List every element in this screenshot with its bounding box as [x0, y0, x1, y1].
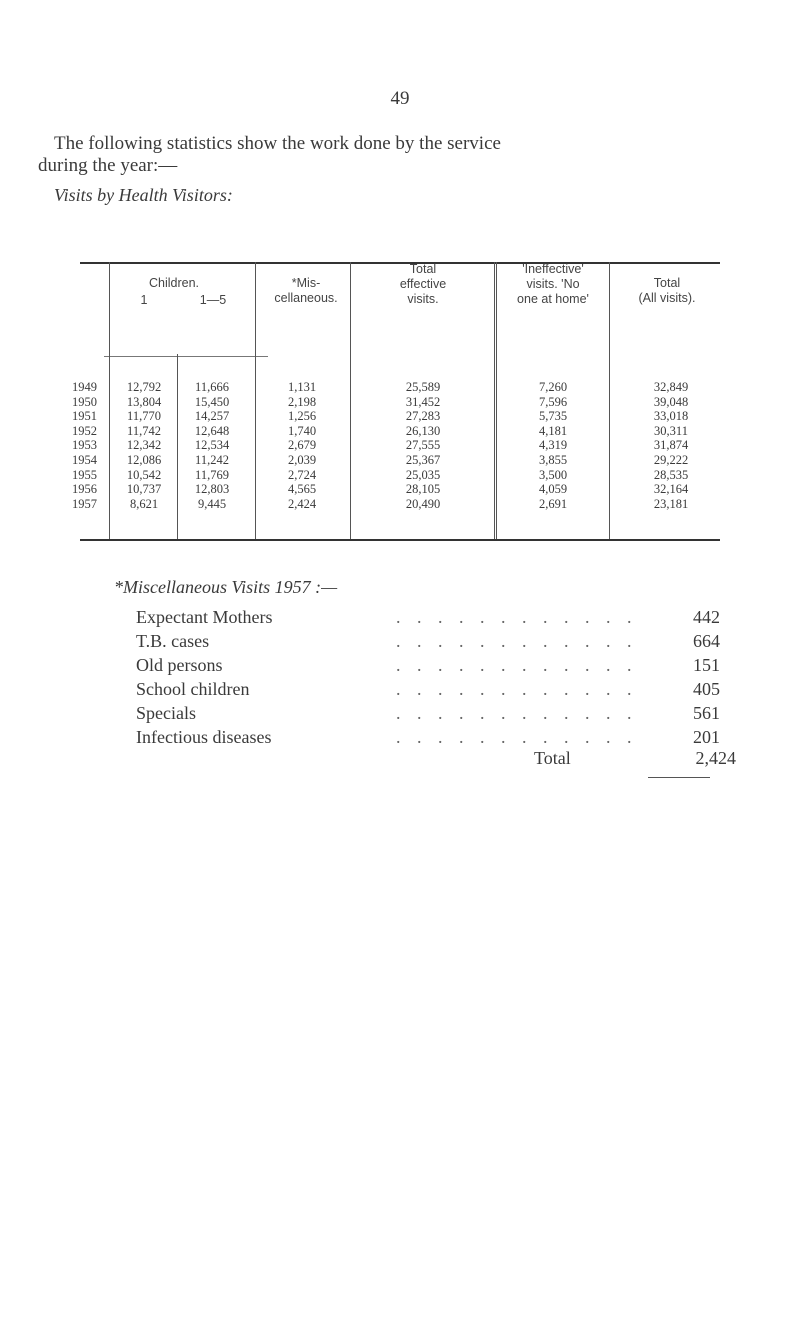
table-cell: 32,164	[653, 482, 689, 497]
table-cell: 2,691	[538, 496, 568, 511]
table-cell: 4,059	[538, 482, 568, 497]
leader-dots: . . . . . . . . . . . .	[396, 727, 638, 747]
table-cell: 25,035	[405, 467, 441, 482]
header-rule-children	[104, 356, 268, 357]
table-cell: 11,666	[195, 380, 229, 394]
header-children-under-1: 1	[140, 293, 148, 307]
misc-item-label: School children	[136, 679, 250, 699]
misc-total-label: Total	[534, 748, 571, 768]
misc-list-item	[136, 679, 720, 703]
header-ineffective-line-1: 'Ineffective'	[522, 262, 584, 276]
table-cell: 32,849	[653, 380, 689, 394]
table-cell: 10,542	[126, 467, 162, 482]
table-cell: 20,490	[405, 496, 441, 511]
intro-paragraph	[38, 133, 754, 177]
table-cell: 27,555	[405, 438, 441, 453]
table-cell: 7,596	[538, 394, 568, 409]
statistics-table	[72, 262, 720, 542]
table-cell: 12,086	[126, 453, 162, 467]
table-cell: 5,735	[538, 409, 568, 424]
table-cell: 10,737	[126, 482, 162, 497]
table-cell: 33,018	[653, 409, 689, 424]
table-cell: 1952	[72, 423, 97, 438]
table-cell: 2,724	[287, 467, 317, 482]
intro-line-2: during the year:—	[38, 155, 178, 176]
misc-item-label: Infectious diseases	[136, 727, 272, 747]
leader-dots: . . . . . . . . . . . .	[396, 703, 638, 723]
misc-item-value: 561	[693, 703, 720, 723]
table-cell: 31,452	[405, 394, 441, 409]
table-cell: 3,855	[538, 453, 568, 467]
table-cell: 1951	[72, 409, 97, 424]
table-cell: 12,534	[194, 438, 230, 453]
table-cell: 27,283	[405, 409, 441, 424]
misc-list-item	[136, 607, 720, 631]
misc-item-value: 151	[693, 655, 720, 675]
header-children: Children.	[148, 276, 200, 290]
table-cell: 1,256	[287, 409, 317, 424]
misc-list-item	[136, 727, 720, 751]
header-total-all-line-1: Total	[653, 276, 681, 290]
section-title: Visits by Health Visitors:	[54, 185, 233, 205]
total-underline	[648, 777, 710, 778]
table-cell: 25,367	[405, 453, 441, 467]
table-cell: 2,679	[287, 438, 317, 453]
table-cell: 7,260	[538, 380, 568, 394]
leader-dots: . . . . . . . . . . . .	[396, 607, 638, 627]
table-cell: 11,770	[127, 409, 161, 424]
misc-total-value: 2,424	[695, 748, 736, 768]
table-cell: 12,792	[126, 380, 162, 394]
header-misc-line-1: *Mis-	[291, 276, 321, 290]
column-divider	[494, 262, 497, 539]
table-cell: 1950	[72, 394, 97, 409]
table-cell: 11,242	[195, 453, 229, 467]
misc-item-label: Expectant Mothers	[136, 607, 273, 627]
table-cell: 1,131	[287, 380, 317, 394]
table-cell: 25,589	[405, 380, 441, 394]
table-cell: 11,742	[127, 423, 161, 438]
table-cell: 29,222	[653, 453, 689, 467]
leader-dots: . . . . . . . . . . . .	[396, 631, 638, 651]
table-cell: 2,198	[287, 394, 317, 409]
table-cell: 2,039	[287, 453, 317, 467]
table-cell: 1,740	[287, 423, 317, 438]
table-cell: 8,621	[129, 496, 159, 511]
misc-list-item	[136, 655, 720, 679]
table-cell: 4,181	[538, 423, 568, 438]
header-ineffective	[498, 262, 608, 307]
misc-list-item	[136, 631, 720, 655]
leader-dots: . . . . . . . . . . . .	[396, 679, 638, 699]
table-cell: 23,181	[653, 496, 689, 511]
header-misc-line-2: cellaneous.	[274, 291, 338, 305]
table-cell: 28,105	[405, 482, 441, 497]
table-cell: 39,048	[653, 394, 689, 409]
column-divider	[109, 262, 110, 539]
header-children-1-to-5: 1—5	[199, 293, 227, 307]
misc-item-value: 442	[693, 607, 720, 627]
header-total-effective-line-2: effective	[399, 277, 447, 291]
table-cell: 1953	[72, 438, 97, 453]
table-cell: 4,319	[538, 438, 568, 453]
table-cell: 11,769	[195, 467, 229, 482]
table-cell: 28,535	[653, 467, 689, 482]
header-miscellaneous	[256, 276, 356, 306]
header-total-all	[611, 276, 723, 306]
table-cell: 1954	[72, 453, 97, 467]
table-cell: 12,648	[194, 423, 230, 438]
misc-item-label: Old persons	[136, 655, 223, 675]
leader-dots: . . . . . . . . . . . .	[396, 655, 638, 675]
table-cell: 14,257	[194, 409, 230, 424]
header-ineffective-line-2: visits. 'No	[526, 277, 580, 291]
miscellaneous-visits-section	[114, 577, 744, 768]
misc-list-item	[136, 703, 720, 727]
misc-item-value: 405	[693, 679, 720, 699]
header-total-effective-line-3: visits.	[407, 292, 439, 306]
table-cell: 13,804	[126, 394, 162, 409]
table-cell: 9,445	[197, 496, 227, 511]
table-cell: 30,311	[654, 423, 688, 438]
table-cell: 31,874	[653, 438, 689, 453]
table-cell: 3,500	[538, 467, 568, 482]
table-cell: 15,450	[194, 394, 230, 409]
header-total-effective	[352, 262, 494, 307]
intro-line-1: The following statistics show the work done by the service	[54, 133, 501, 154]
header-ineffective-line-3: one at home'	[517, 292, 589, 306]
page-number: 49	[390, 88, 410, 109]
header-total-all-line-2: (All visits).	[638, 291, 696, 305]
table-cell: 12,342	[126, 438, 162, 453]
table-cell: 1955	[72, 467, 97, 482]
table-cell: 1949	[72, 380, 97, 394]
table-bottom-rule	[80, 539, 720, 541]
misc-section-title: *Miscellaneous Visits 1957 :—	[114, 577, 338, 597]
misc-item-label: Specials	[136, 703, 196, 723]
header-total-effective-line-1: Total	[409, 262, 437, 276]
misc-item-label: T.B. cases	[136, 631, 210, 651]
table-cell: 1956	[72, 482, 97, 497]
misc-item-value: 201	[693, 727, 720, 747]
table-cell: 2,424	[287, 496, 317, 511]
table-cell: 12,803	[194, 482, 230, 497]
table-cell: 1957	[72, 496, 97, 511]
table-cell: 26,130	[405, 423, 441, 438]
misc-item-value: 664	[693, 631, 720, 651]
column-divider	[609, 262, 610, 539]
table-cell: 4,565	[287, 482, 317, 497]
